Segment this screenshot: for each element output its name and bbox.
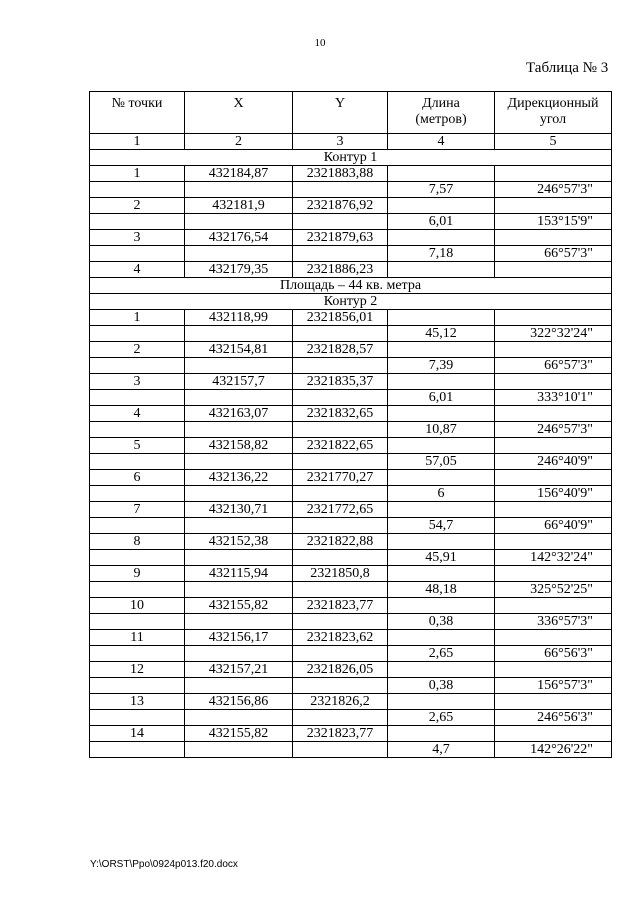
empty-cell [293,358,388,374]
section-title: Контур 1 [90,150,612,166]
direction-angle: 336°57'3" [495,614,612,630]
y-coordinate: 2321856,01 [293,310,388,326]
x-coordinate: 432154,81 [185,342,293,358]
direction-angle: 66°56'3" [495,646,612,662]
empty-cell [388,470,495,486]
empty-cell [185,214,293,230]
segment-length: 6,01 [388,390,495,406]
segment-length: 48,18 [388,582,495,598]
segment-row [90,390,612,406]
section-title: Площадь – 44 кв. метра [90,278,612,294]
column-number: 1 [90,134,185,150]
direction-angle: 333°10'1" [495,390,612,406]
y-coordinate: 2321835,37 [293,374,388,390]
empty-cell [90,710,185,726]
empty-cell [185,486,293,502]
empty-cell [293,214,388,230]
segment-length: 7,18 [388,246,495,262]
y-coordinate: 2321850,8 [293,566,388,582]
empty-cell [185,358,293,374]
empty-cell [495,726,612,742]
point-number: 1 [90,310,185,326]
direction-angle: 142°32'24" [495,550,612,566]
empty-cell [90,518,185,534]
empty-cell [90,614,185,630]
point-number: 14 [90,726,185,742]
empty-cell [388,342,495,358]
empty-cell [495,438,612,454]
empty-cell [293,246,388,262]
empty-cell [185,582,293,598]
empty-cell [495,198,612,214]
table-caption: Таблица № 3 [526,60,609,76]
segment-length: 2,65 [388,646,495,662]
y-coordinate: 2321826,05 [293,662,388,678]
x-coordinate: 432155,82 [185,726,293,742]
coordinates-table [89,91,612,758]
point-number: 10 [90,598,185,614]
segment-length: 10,87 [388,422,495,438]
segment-length: 57,05 [388,454,495,470]
empty-cell [495,534,612,550]
empty-cell [293,710,388,726]
x-coordinate: 432184,87 [185,166,293,182]
point-row [90,406,612,422]
point-row [90,166,612,182]
header-length: Длина (метров) [388,92,495,134]
empty-cell [495,262,612,278]
point-number: 6 [90,470,185,486]
empty-cell [293,518,388,534]
empty-cell [388,374,495,390]
direction-angle: 246°57'3" [495,182,612,198]
segment-row [90,646,612,662]
y-coordinate: 2321883,88 [293,166,388,182]
x-coordinate: 432152,38 [185,534,293,550]
point-row [90,726,612,742]
point-row [90,566,612,582]
point-number: 3 [90,374,185,390]
empty-cell [185,742,293,758]
segment-row [90,486,612,502]
empty-cell [185,454,293,470]
empty-cell [90,214,185,230]
empty-cell [293,486,388,502]
empty-cell [495,166,612,182]
empty-cell [293,390,388,406]
segment-row [90,422,612,438]
empty-cell [90,742,185,758]
empty-cell [388,502,495,518]
empty-cell [185,246,293,262]
empty-cell [293,422,388,438]
point-row [90,342,612,358]
point-row [90,438,612,454]
empty-cell [388,662,495,678]
point-number: 2 [90,342,185,358]
empty-cell [495,598,612,614]
empty-cell [293,454,388,470]
segment-row [90,550,612,566]
segment-row [90,454,612,470]
segment-length: 45,91 [388,550,495,566]
empty-cell [90,550,185,566]
empty-cell [185,182,293,198]
column-number: 2 [185,134,293,150]
point-number: 3 [90,230,185,246]
x-coordinate: 432115,94 [185,566,293,582]
empty-cell [388,438,495,454]
x-coordinate: 432156,17 [185,630,293,646]
segment-row [90,614,612,630]
empty-cell [495,502,612,518]
empty-cell [388,262,495,278]
section-title: Контур 2 [90,294,612,310]
point-number: 2 [90,198,185,214]
x-coordinate: 432179,35 [185,262,293,278]
empty-cell [90,454,185,470]
empty-cell [495,342,612,358]
header-direction-angle: Дирекционный угол [495,92,612,134]
point-row [90,534,612,550]
empty-cell [388,198,495,214]
section-row [90,150,612,166]
column-number: 4 [388,134,495,150]
empty-cell [388,534,495,550]
x-coordinate: 432118,99 [185,310,293,326]
empty-cell [495,230,612,246]
empty-cell [495,374,612,390]
point-number: 4 [90,262,185,278]
point-number: 7 [90,502,185,518]
empty-cell [185,326,293,342]
y-coordinate: 2321876,92 [293,198,388,214]
empty-cell [495,566,612,582]
page-number: 10 [314,37,326,49]
point-number: 11 [90,630,185,646]
empty-cell [495,662,612,678]
section-row [90,294,612,310]
segment-row [90,182,612,198]
empty-cell [293,326,388,342]
direction-angle: 246°56'3" [495,710,612,726]
section-row [90,278,612,294]
empty-cell [90,358,185,374]
direction-angle: 66°40'9" [495,518,612,534]
x-coordinate: 432130,71 [185,502,293,518]
segment-length: 4,7 [388,742,495,758]
direction-angle: 156°40'9" [495,486,612,502]
header-y: Y [293,92,388,134]
point-row [90,310,612,326]
y-coordinate: 2321822,88 [293,534,388,550]
segment-row [90,710,612,726]
header-point-number: № точки [90,92,185,134]
empty-cell [185,710,293,726]
segment-row [90,582,612,598]
y-coordinate: 2321770,27 [293,470,388,486]
point-row [90,694,612,710]
y-coordinate: 2321879,63 [293,230,388,246]
direction-angle: 153°15'9" [495,214,612,230]
segment-length: 54,7 [388,518,495,534]
y-coordinate: 2321832,65 [293,406,388,422]
segment-length: 7,39 [388,358,495,374]
segment-length: 0,38 [388,614,495,630]
segment-length: 7,57 [388,182,495,198]
empty-cell [185,518,293,534]
empty-cell [90,646,185,662]
y-coordinate: 2321823,62 [293,630,388,646]
segment-row [90,246,612,262]
segment-length: 45,12 [388,326,495,342]
segment-row [90,742,612,758]
direction-angle: 246°40'9" [495,454,612,470]
table-header-row [90,92,612,134]
point-row [90,598,612,614]
point-row [90,502,612,518]
x-coordinate: 432156,86 [185,694,293,710]
segment-row [90,326,612,342]
empty-cell [293,182,388,198]
direction-angle: 66°57'3" [495,246,612,262]
empty-cell [90,678,185,694]
segment-length: 6,01 [388,214,495,230]
empty-cell [293,646,388,662]
point-number: 1 [90,166,185,182]
y-coordinate: 2321886,23 [293,262,388,278]
column-number: 5 [495,134,612,150]
point-number: 8 [90,534,185,550]
empty-cell [185,550,293,566]
empty-cell [90,422,185,438]
empty-cell [185,678,293,694]
empty-cell [185,422,293,438]
y-coordinate: 2321826,2 [293,694,388,710]
empty-cell [293,614,388,630]
empty-cell [495,310,612,326]
empty-cell [293,742,388,758]
point-row [90,662,612,678]
y-coordinate: 2321823,77 [293,726,388,742]
empty-cell [293,550,388,566]
empty-cell [388,598,495,614]
segment-length: 0,38 [388,678,495,694]
direction-angle: 325°52'25" [495,582,612,598]
segment-row [90,518,612,534]
point-row [90,374,612,390]
empty-cell [388,166,495,182]
empty-cell [495,470,612,486]
y-coordinate: 2321823,77 [293,598,388,614]
point-row [90,630,612,646]
x-coordinate: 432158,82 [185,438,293,454]
empty-cell [388,566,495,582]
column-number-row [90,134,612,150]
y-coordinate: 2321772,65 [293,502,388,518]
point-number: 12 [90,662,185,678]
point-number: 13 [90,694,185,710]
header-x: X [185,92,293,134]
segment-length: 6 [388,486,495,502]
empty-cell [185,614,293,630]
x-coordinate: 432157,21 [185,662,293,678]
point-row [90,470,612,486]
empty-cell [185,646,293,662]
empty-cell [388,310,495,326]
empty-cell [90,486,185,502]
x-coordinate: 432157,7 [185,374,293,390]
x-coordinate: 432181,9 [185,198,293,214]
empty-cell [495,694,612,710]
direction-angle: 66°57'3" [495,358,612,374]
empty-cell [90,246,185,262]
direction-angle: 156°57'3" [495,678,612,694]
point-row [90,262,612,278]
point-number: 5 [90,438,185,454]
x-coordinate: 432176,54 [185,230,293,246]
empty-cell [293,678,388,694]
empty-cell [388,230,495,246]
empty-cell [90,326,185,342]
segment-length: 2,65 [388,710,495,726]
segment-row [90,358,612,374]
empty-cell [388,694,495,710]
x-coordinate: 432163,07 [185,406,293,422]
empty-cell [388,726,495,742]
empty-cell [185,390,293,406]
direction-angle: 246°57'3" [495,422,612,438]
empty-cell [293,582,388,598]
x-coordinate: 432136,22 [185,470,293,486]
direction-angle: 322°32'24" [495,326,612,342]
x-coordinate: 432155,82 [185,598,293,614]
empty-cell [495,406,612,422]
empty-cell [388,630,495,646]
point-row [90,198,612,214]
y-coordinate: 2321822,65 [293,438,388,454]
segment-row [90,214,612,230]
empty-cell [90,390,185,406]
column-number: 3 [293,134,388,150]
point-row [90,230,612,246]
empty-cell [495,630,612,646]
direction-angle: 142°26'22" [495,742,612,758]
point-number: 9 [90,566,185,582]
empty-cell [388,406,495,422]
point-number: 4 [90,406,185,422]
segment-row [90,678,612,694]
empty-cell [90,582,185,598]
y-coordinate: 2321828,57 [293,342,388,358]
empty-cell [90,182,185,198]
footer-file-path: Y:\ORST\Ppo\0924p013.f20.docx [90,859,238,870]
